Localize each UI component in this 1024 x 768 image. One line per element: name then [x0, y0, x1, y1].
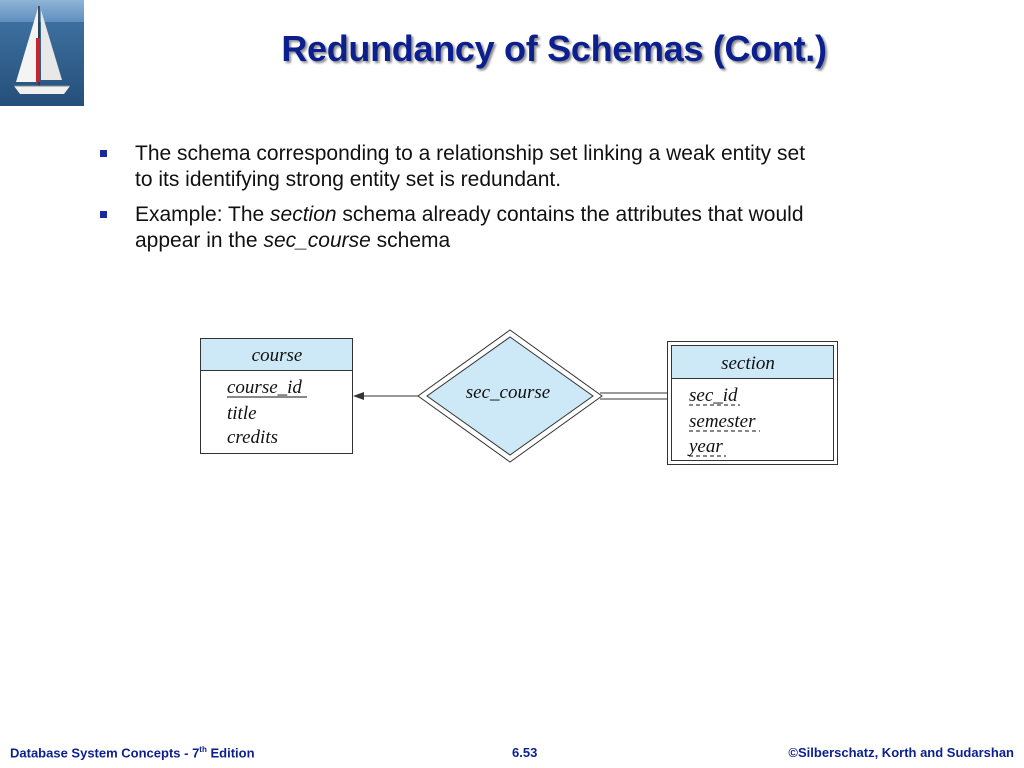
bullet-item — [98, 141, 928, 193]
section-attribute: semester — [689, 411, 756, 432]
relationship-name: sec_course — [465, 382, 551, 403]
arrowhead-icon — [353, 392, 364, 400]
section-entity — [668, 342, 838, 465]
course-entity-name: course — [251, 345, 303, 366]
bullet-text: appear in the — [135, 229, 264, 252]
bullet-emphasis: sec_course — [263, 229, 371, 252]
square-bullet-icon — [100, 211, 107, 218]
square-bullet-icon — [100, 150, 107, 157]
bullet-text: schema already contains the attributes that would — [336, 203, 804, 226]
footer-book-text: Database System Concepts - 7 — [10, 745, 200, 761]
section-connector — [600, 393, 667, 399]
course-attribute: course_id — [227, 377, 302, 398]
bullet-text: Example: The — [135, 203, 271, 226]
bullet-text: to its identifying strong entity set is redundant. — [135, 168, 562, 191]
footer-book-edition: Edition — [206, 745, 255, 761]
er-diagram — [195, 325, 845, 470]
sailboat-logo — [0, 0, 84, 106]
footer-book-title — [10, 745, 255, 760]
bullet-text: The schema corresponding to a relationship set linking a weak entity set — [135, 142, 806, 165]
bullet-text: schema — [370, 229, 451, 252]
bullet-list — [98, 141, 928, 263]
bullet-item — [98, 202, 928, 254]
section-attribute: year — [689, 436, 723, 457]
course-attribute: credits — [227, 427, 279, 448]
course-connector — [353, 392, 420, 400]
footer-book-sup: th — [199, 745, 207, 754]
section-entity-name: section — [721, 353, 775, 374]
bullet-emphasis: section — [270, 203, 337, 226]
footer-copyright: ©Silberschatz, Korth and Sudarshan — [788, 745, 1014, 760]
section-attribute: sec_id — [689, 385, 738, 406]
course-attribute: title — [227, 403, 257, 424]
footer-page-number: 6.53 — [512, 745, 538, 760]
slide-title: Redundancy of Schemas (Cont.) — [281, 28, 827, 69]
sec-course-relationship — [418, 330, 602, 462]
course-entity — [201, 339, 353, 454]
